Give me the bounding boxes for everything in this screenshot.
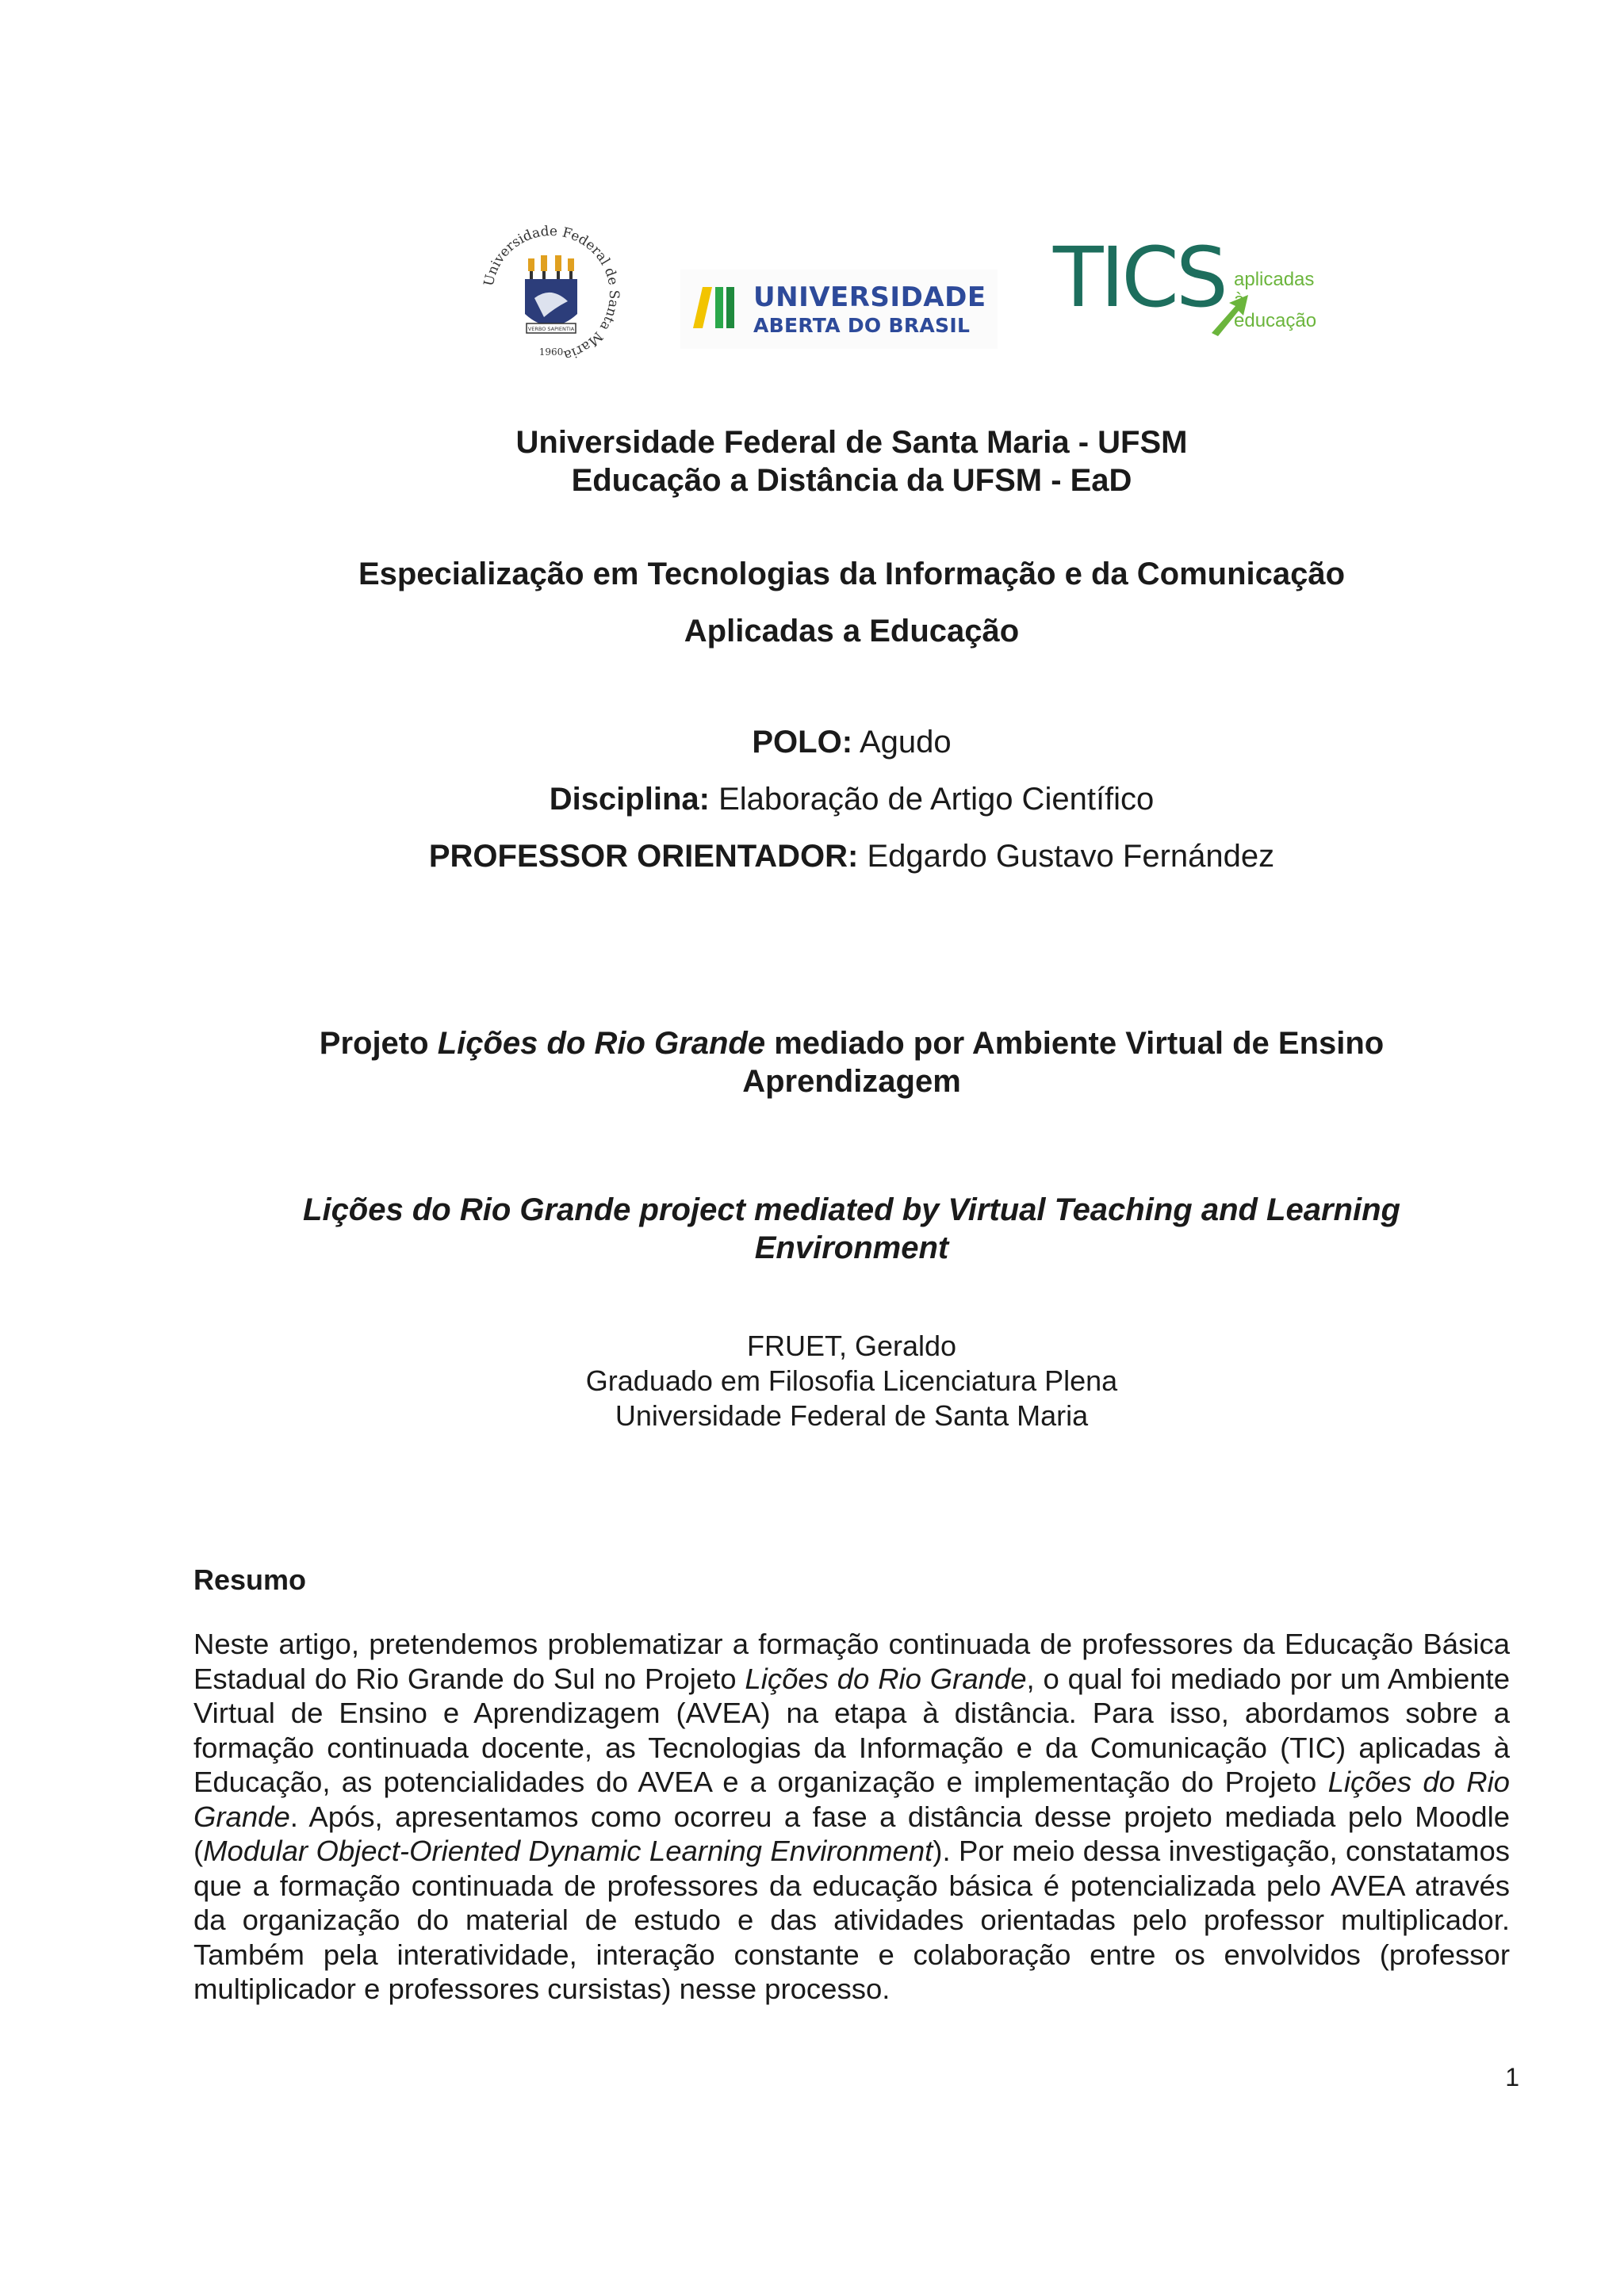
author-institution: Universidade Federal de Santa Maria	[615, 1399, 1089, 1432]
seal-motto: VERBO SAPIENTIA	[527, 326, 575, 332]
tics-word: TICS	[1053, 229, 1225, 326]
course-title-line1: Especialização em Tecnologias da Informação e da Comunicação	[358, 557, 1346, 591]
institution-title: Universidade Federal de Santa Maria - UFSM	[515, 425, 1188, 460]
resumo-heading: Resumo	[193, 1563, 307, 1596]
polo-field	[0, 723, 1624, 761]
polo-value: Agudo	[859, 725, 952, 760]
course-title-line2: Aplicadas a Educação	[684, 614, 1020, 649]
title-en-line2: Environment	[754, 1230, 949, 1265]
ufsm-seal-logo	[476, 219, 626, 369]
page-number: 1	[1505, 2063, 1519, 2091]
tics-logo	[1044, 225, 1337, 352]
uab-line1: UNIVERSIDADE	[753, 281, 986, 313]
professor-value: Edgardo Gustavo Fernández	[867, 839, 1275, 874]
seal-ring-text: Universidade Federal de Santa Maria	[481, 223, 622, 364]
tics-subtitle: aplicadas à educação	[1234, 269, 1317, 331]
author-degree: Graduado em Filosofia Licenciatura Plena	[585, 1364, 1118, 1397]
resumo-paragraph: Neste artigo, pretendemos problematizar a formação continuada de professores da Educação Básica Estadual do Rio Grande do Sul no Projeto Lições do Rio Grande, o qual foi mediado por um Ambiente Virtual de Ensino e Aprendizagem (AVEA) na etapa à distância. Para isso, abordamos sobre a formação continuada docente, as Tecnologias da Informação e da Comunicação (TIC) aplicadas à Educação, as potencialidades do AVEA e a organização e implementação do Projeto Lições do Rio Grande. Após, apresentamos como ocorreu a fase a distância desse projeto mediada pelo Moodle (Modular Object-Oriented Dynamic Learning Environment). Por meio dessa investigação, constatamos que a formação continuada de professores da educação básica é potencializada pelo AVEA através da organização do material de estudo e das atividades orientadas pelo professor multiplicador. Também pela interatividade, interação constante e colaboração entre os envolvidos (professor multiplicador e professores cursistas) nesse processo.	[193, 1628, 1510, 2005]
title-en-line1: Lições do Rio Grande project mediated by Virtual Teaching and Learning	[303, 1192, 1400, 1227]
uab-mark-icon	[691, 284, 737, 331]
disciplina-value: Elaboração de Artigo Científico	[718, 782, 1155, 817]
disciplina-field	[0, 780, 1624, 818]
ead-title: Educação a Distância da UFSM - EaD	[571, 463, 1132, 498]
polo-label: POLO:	[752, 725, 853, 760]
seal-year: 1960	[538, 346, 564, 358]
author-name: FRUET, Geraldo	[746, 1330, 957, 1362]
title-pt-line2: Aprendizagem	[742, 1064, 961, 1099]
title-pt-italic: Lições do Rio Grande	[437, 1026, 766, 1061]
uab-logo	[680, 270, 998, 349]
disciplina-label: Disciplina:	[549, 782, 710, 817]
professor-label: PROFESSOR ORIENTADOR:	[428, 839, 859, 874]
professor-field	[0, 837, 1624, 875]
title-pt-line1: Projeto Lições do Rio Grande mediado por Ambiente Virtual de Ensino	[319, 1026, 1385, 1061]
uab-line2: ABERTA DO BRASIL	[753, 314, 971, 337]
